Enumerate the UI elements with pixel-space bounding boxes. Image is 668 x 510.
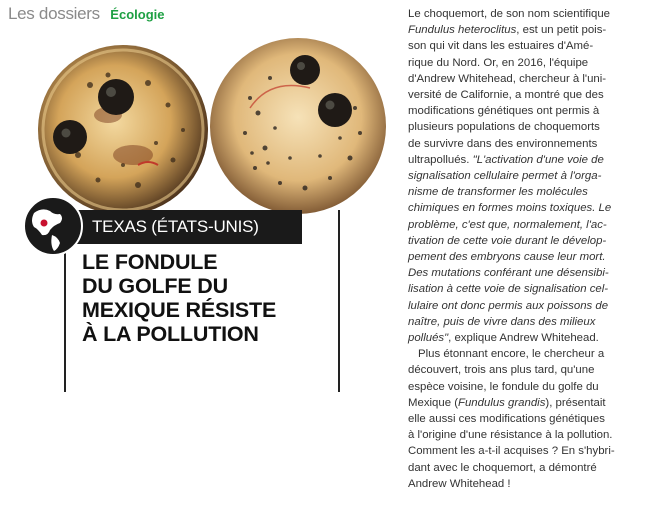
article-text: , explique Andrew Whitehead. [448, 332, 599, 345]
article-line [408, 22, 668, 38]
article-text: pollués" [408, 332, 449, 345]
article-text: d'Andrew Whitehead, chercheur à l'uni- [408, 72, 607, 85]
frame-line-right [338, 210, 340, 392]
headline-line: DU GOLFE DU [82, 274, 228, 298]
article-line [408, 476, 668, 492]
article-text: modifications génétiques ont permis à [408, 105, 600, 118]
article-line [408, 314, 668, 330]
article-line [408, 103, 668, 119]
article-line [408, 362, 668, 378]
article-text: Des mutations conférant une désensibi- [408, 267, 609, 280]
article-line [408, 249, 668, 265]
article-line [408, 265, 668, 281]
article-line [408, 443, 668, 459]
article-line [408, 87, 668, 103]
article-line [408, 55, 668, 71]
article-text: Plus étonnant encore, le chercheur a [418, 348, 605, 361]
article-text: ), présentait [545, 396, 606, 409]
article-line [408, 460, 668, 476]
article-text: elle aussi ces modifications génétiques [408, 413, 605, 426]
article-line [408, 152, 668, 168]
article-line [408, 136, 668, 152]
article-text: Fundulus heteroclitus [408, 24, 517, 37]
article-text: lulaire ont donc permis aux poissons de [408, 299, 609, 312]
article-text: pement des embryons cause leur mort. [408, 251, 606, 264]
embryo-photo-left [38, 45, 208, 215]
article-text: ultrapollués. [408, 153, 473, 166]
article-line [408, 233, 668, 249]
article-text: rique du Nord. Or, en 2016, l'équipe [408, 56, 589, 69]
article-text: découvert, trois ans plus tard, qu'une [408, 364, 595, 377]
article-text: versité de Californie, a montré que des [408, 89, 604, 102]
section-title: Les dossiers [8, 4, 100, 23]
article-text: de survivre dans des environnements [408, 137, 598, 150]
article-line [408, 427, 668, 443]
location-label: TEXAS (ÉTATS-UNIS) [70, 210, 302, 244]
article-line [408, 184, 668, 200]
headline-line: MEXIQUE RÉSISTE [82, 298, 277, 322]
article-line [408, 217, 668, 233]
page-header [8, 4, 164, 26]
article-text: "L'activation d'une voie de [472, 153, 604, 166]
headline-line: À LA POLLUTION [82, 322, 259, 346]
article-text: dant avec le choquemort, a démontré [408, 461, 597, 474]
article-line [408, 395, 668, 411]
article-text: à l'origine d'une résistance à la pollution. [408, 429, 613, 442]
article-line [408, 6, 668, 22]
article-body [408, 6, 668, 492]
article-line [408, 379, 668, 395]
article-text: chimiques en formes moins toxiques. Le [408, 202, 612, 215]
article-text: Mexique ( [408, 396, 459, 409]
article-line [408, 411, 668, 427]
article-line [408, 281, 668, 297]
article-text: Andrew Whitehead ! [408, 477, 511, 490]
article-text: tivation de cette voie durant le dévelop- [408, 234, 607, 247]
article-text: signalisation cellulaire permet à l'orga- [408, 170, 602, 183]
article-text: son qui vit dans les estuaires d'Amé- [408, 40, 594, 53]
article-text: plusieurs populations de choquemorts [408, 121, 600, 134]
article-text: problème, c'est que, normalement, l'ac- [408, 218, 607, 231]
article-text: Fundulus grandis [458, 396, 546, 409]
article-text: espèce voisine, le fondule du golfe du [408, 380, 599, 393]
headline [82, 250, 322, 346]
article-text: nisme de transformer les molécules [408, 186, 588, 199]
article-line [408, 71, 668, 87]
article-line [408, 330, 668, 346]
article-line [408, 346, 668, 362]
rubric-label: Écologie [110, 7, 165, 22]
article-text: Comment les a-t-il acquises ? En s'hybri- [408, 445, 615, 458]
article-line [408, 298, 668, 314]
article-text: Le choquemort, de son nom scientifique [408, 8, 610, 20]
article-text: naître, puis de vivre dans des milieux [408, 315, 596, 328]
article-line [408, 38, 668, 54]
article-text: lisation à cette voie de signalisation cel- [408, 283, 609, 296]
article-line [408, 119, 668, 135]
article-line [408, 168, 668, 184]
globe-icon [22, 195, 84, 257]
embryo-photo-right [210, 38, 386, 214]
article-line [408, 200, 668, 216]
article-text: , est un petit pois- [516, 24, 607, 37]
headline-line: LE FONDULE [82, 250, 218, 274]
